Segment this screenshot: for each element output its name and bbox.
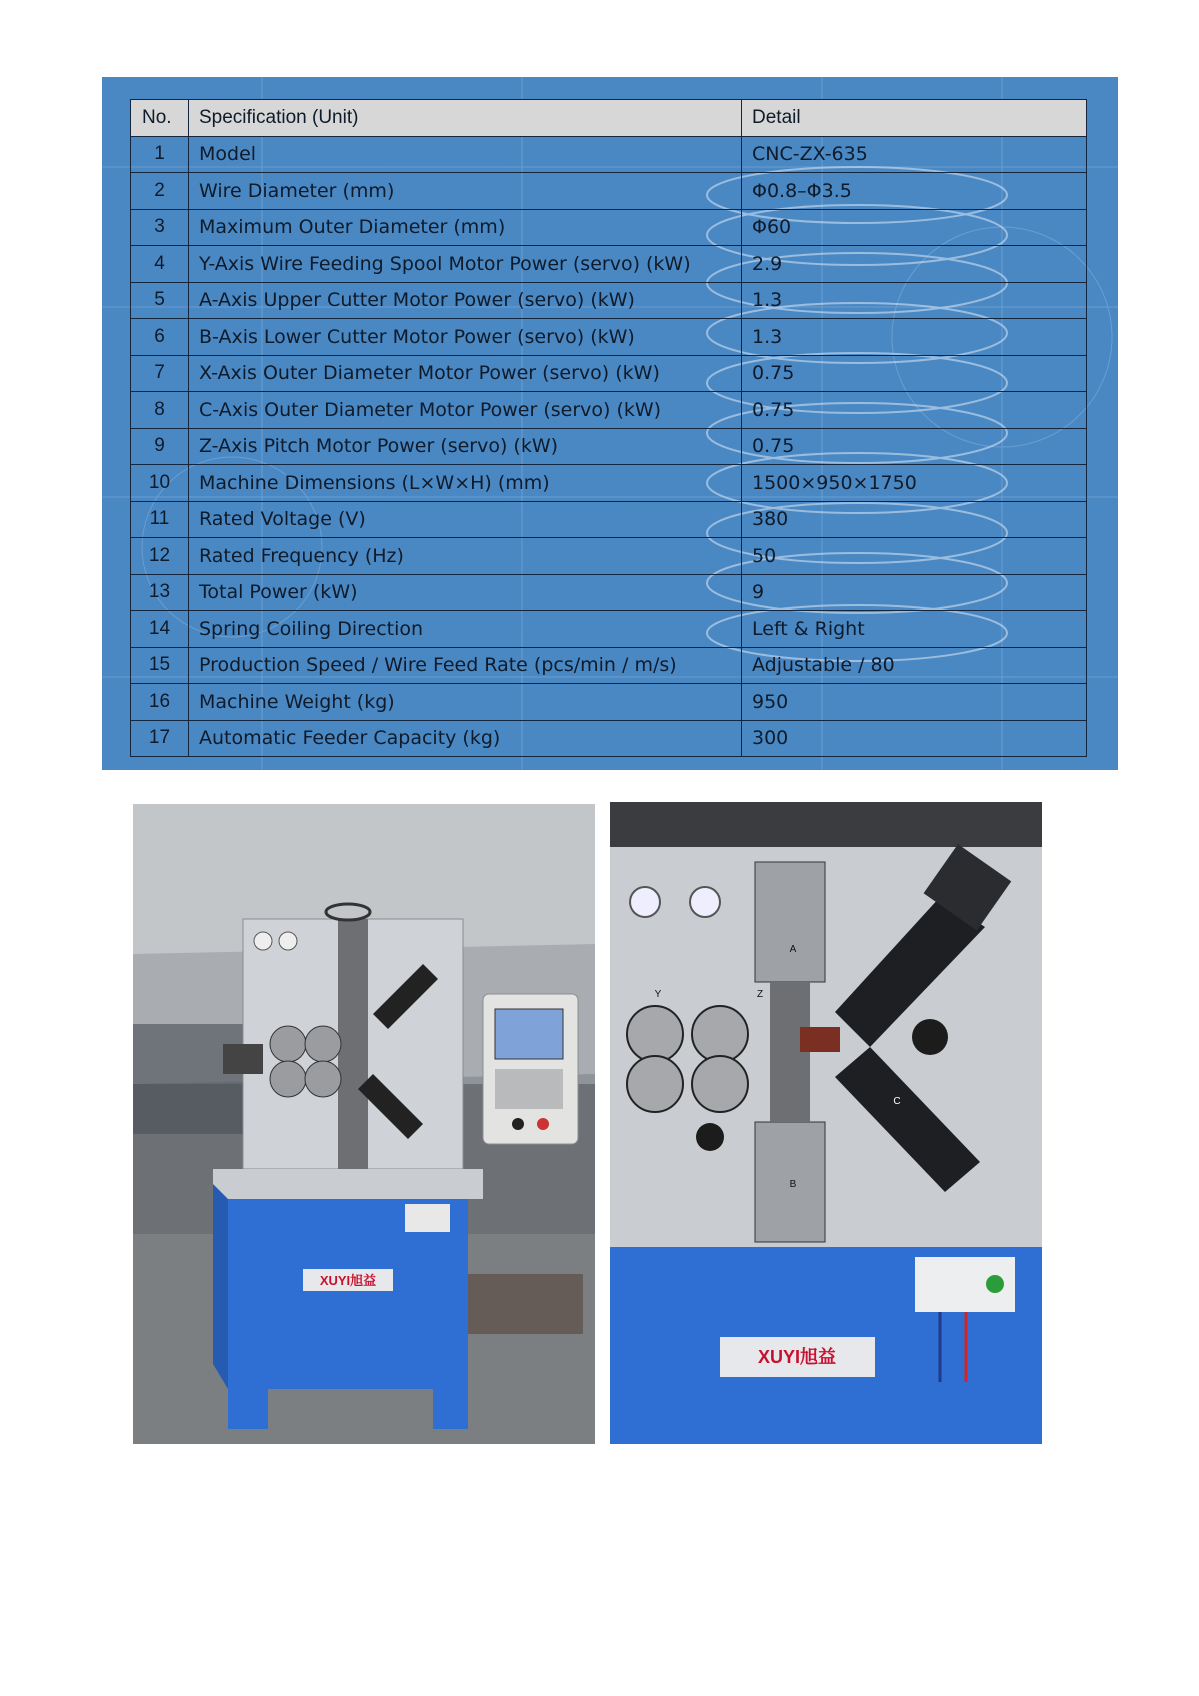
row-detail: 0.75 bbox=[742, 355, 1087, 392]
table-row bbox=[131, 501, 1087, 538]
row-detail: Φ0.8–Φ3.5 bbox=[742, 173, 1087, 210]
row-detail: Adjustable / 80 bbox=[742, 647, 1087, 684]
row-specification: C-Axis Outer Diameter Motor Power (servo) (kW) bbox=[189, 392, 742, 429]
row-number: 13 bbox=[131, 574, 189, 611]
row-specification: Total Power (kW) bbox=[189, 574, 742, 611]
row-specification: Maximum Outer Diameter (mm) bbox=[189, 209, 742, 246]
row-detail: Φ60 bbox=[742, 209, 1087, 246]
table-row bbox=[131, 538, 1087, 575]
table-row bbox=[131, 209, 1087, 246]
row-detail: CNC-ZX-635 bbox=[742, 136, 1087, 173]
logo-text-left: XUYI旭益 bbox=[319, 1273, 377, 1288]
row-number: 15 bbox=[131, 647, 189, 684]
table-header-row bbox=[131, 100, 1087, 137]
table-row bbox=[131, 355, 1087, 392]
axis-label-z: Z bbox=[756, 989, 764, 1000]
table-row bbox=[131, 319, 1087, 356]
row-detail: 0.75 bbox=[742, 428, 1087, 465]
spec-panel bbox=[102, 77, 1118, 770]
table-row bbox=[131, 611, 1087, 648]
row-number: 14 bbox=[131, 611, 189, 648]
table-row bbox=[131, 173, 1087, 210]
row-specification: Spring Coiling Direction bbox=[189, 611, 742, 648]
header-specification: Specification (Unit) bbox=[189, 100, 742, 137]
row-specification: Automatic Feeder Capacity (kg) bbox=[189, 720, 742, 757]
table-row bbox=[131, 720, 1087, 757]
axis-label-y: Y bbox=[654, 989, 662, 1000]
table-row bbox=[131, 465, 1087, 502]
row-detail: 50 bbox=[742, 538, 1087, 575]
row-specification: Machine Dimensions (L×W×H) (mm) bbox=[189, 465, 742, 502]
row-specification: X-Axis Outer Diameter Motor Power (servo) (kW) bbox=[189, 355, 742, 392]
row-detail: Left & Right bbox=[742, 611, 1087, 648]
header-detail: Detail bbox=[742, 100, 1087, 137]
row-detail: 1500×950×1750 bbox=[742, 465, 1087, 502]
row-number: 8 bbox=[131, 392, 189, 429]
table-row bbox=[131, 136, 1087, 173]
table-row bbox=[131, 684, 1087, 721]
row-number: 2 bbox=[131, 173, 189, 210]
row-specification: Rated Voltage (V) bbox=[189, 501, 742, 538]
specification-table bbox=[130, 99, 1087, 757]
row-specification: Model bbox=[189, 136, 742, 173]
row-number: 1 bbox=[131, 136, 189, 173]
row-number: 12 bbox=[131, 538, 189, 575]
row-specification: Z-Axis Pitch Motor Power (servo) (kW) bbox=[189, 428, 742, 465]
row-detail: 0.75 bbox=[742, 392, 1087, 429]
coiling-head-closeup-photo bbox=[610, 802, 1042, 1444]
row-number: 5 bbox=[131, 282, 189, 319]
row-number: 9 bbox=[131, 428, 189, 465]
row-specification: B-Axis Lower Cutter Motor Power (servo) (kW) bbox=[189, 319, 742, 356]
row-detail: 380 bbox=[742, 501, 1087, 538]
table-row bbox=[131, 574, 1087, 611]
row-number: 16 bbox=[131, 684, 189, 721]
row-number: 10 bbox=[131, 465, 189, 502]
row-detail: 9 bbox=[742, 574, 1087, 611]
row-detail: 950 bbox=[742, 684, 1087, 721]
row-number: 17 bbox=[131, 720, 189, 757]
table-row bbox=[131, 282, 1087, 319]
logo-text-right: XUYI旭益 bbox=[757, 1347, 837, 1367]
table-row bbox=[131, 246, 1087, 283]
row-detail: 300 bbox=[742, 720, 1087, 757]
table-row bbox=[131, 392, 1087, 429]
row-specification: Y-Axis Wire Feeding Spool Motor Power (servo) (kW) bbox=[189, 246, 742, 283]
row-number: 6 bbox=[131, 319, 189, 356]
axis-label-a: A bbox=[789, 944, 797, 955]
row-specification: Wire Diameter (mm) bbox=[189, 173, 742, 210]
row-number: 7 bbox=[131, 355, 189, 392]
row-specification: A-Axis Upper Cutter Motor Power (servo) (kW) bbox=[189, 282, 742, 319]
header-no: No. bbox=[131, 100, 189, 137]
table-row bbox=[131, 428, 1087, 465]
row-detail: 1.3 bbox=[742, 319, 1087, 356]
row-specification: Machine Weight (kg) bbox=[189, 684, 742, 721]
row-detail: 1.3 bbox=[742, 282, 1087, 319]
row-number: 4 bbox=[131, 246, 189, 283]
table-row bbox=[131, 647, 1087, 684]
row-number: 11 bbox=[131, 501, 189, 538]
row-specification: Production Speed / Wire Feed Rate (pcs/min / m/s) bbox=[189, 647, 742, 684]
row-specification: Rated Frequency (Hz) bbox=[189, 538, 742, 575]
axis-label-c: C bbox=[893, 1096, 901, 1107]
axis-label-b: B bbox=[789, 1179, 797, 1190]
row-number: 3 bbox=[131, 209, 189, 246]
machine-full-view-photo bbox=[133, 804, 595, 1444]
row-detail: 2.9 bbox=[742, 246, 1087, 283]
